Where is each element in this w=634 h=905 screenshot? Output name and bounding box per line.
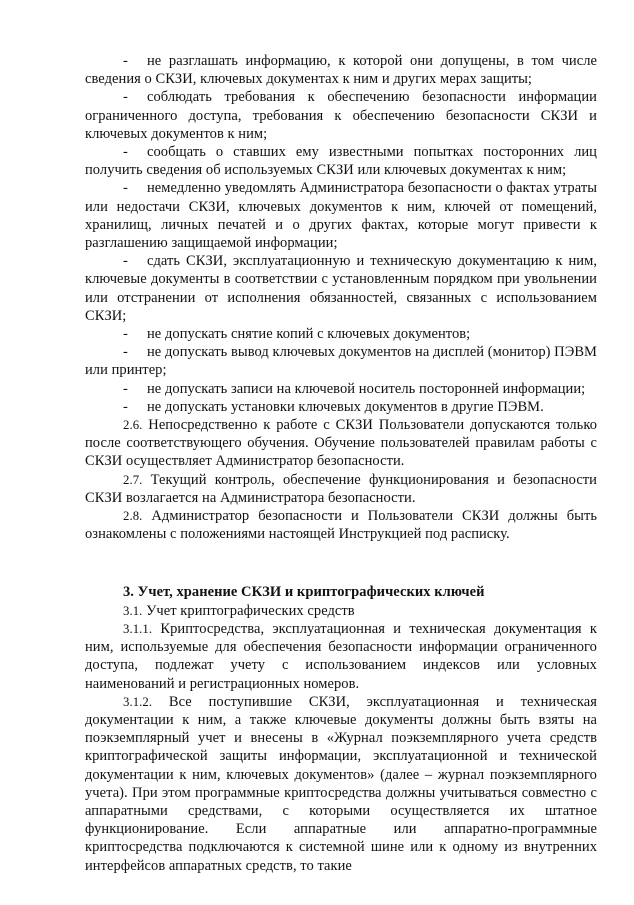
bullet-text: не разглашать информацию, к которой они допущены, в том числе сведения о СКЗИ, ключевых документах к ним и других мерах защиты; xyxy=(85,53,597,88)
bullet-text: соблюдать требования к обеспечению безопасности информации ограниченного доступа, требования к обеспечению безопасности СКЗИ и ключевых документов к ним; xyxy=(85,89,597,142)
bullet-dash: - xyxy=(123,253,128,270)
bullet-dash: - xyxy=(123,144,128,161)
bullet-text: не допускать записи на ключевой носитель посторонней информации; xyxy=(147,380,586,397)
bullet-dash: - xyxy=(123,53,128,69)
paragraph-2-8 xyxy=(85,507,597,543)
section-3-heading: 3. Учет, хранение СКЗИ и криптографических ключей xyxy=(123,584,485,601)
paragraph-2-7 xyxy=(85,471,597,507)
bullet-dash: - xyxy=(123,326,128,343)
bullet-text: сдать СКЗИ, эксплуатационную и техническую документацию к ним, ключевые документы в соответствии с установленным порядком при увольнении или отстранении от исполнения обязанностей, связанных с использованием СКЗИ; xyxy=(85,253,597,324)
bullet-item-8 xyxy=(85,380,597,398)
bullet-dash: - xyxy=(123,398,128,415)
paragraph-text: Текущий контроль, обеспечение функционирования и безопасности СКЗИ возлагается на Администратора безопасности. xyxy=(85,471,597,506)
subsection-title: Учет криптографических средств xyxy=(146,602,355,619)
paragraph-number: 2.7. xyxy=(123,472,143,487)
bullet-dash: - xyxy=(123,180,128,197)
bullet-dash: - xyxy=(123,380,128,397)
bullet-dash: - xyxy=(123,89,128,106)
bullet-item-6 xyxy=(85,325,597,343)
paragraph-text: Все поступившие СКЗИ, эксплуатационная и техническая документации к ним, а также ключевые документы должны быть взяты на поэкземплярный учет и внесены в «Журнал поэкземплярного учета средств криптографической защиты информации, эксплуатационной и технической документации к ним, ключевых документов» (далее – журнал поэкземплярного учета). При этом программные криптосредства должны учитываться совместно с аппаратными средствами, с которыми осуществляется их штатное функционирование. Если аппаратные или аппаратно-программные криптосредства подключаются к системной шине или к одному из внутренних интерфейсов аппаратных средств, то такие xyxy=(85,693,597,874)
bullet-item-5 xyxy=(85,252,597,325)
bullet-dash: - xyxy=(123,344,128,361)
bullet-item-2 xyxy=(85,88,597,143)
bullet-item-9 xyxy=(85,398,597,416)
bullet-text: не допускать снятие копий с ключевых документов; xyxy=(147,326,471,343)
paragraph-number: 3.1. xyxy=(123,603,143,618)
bullet-text: не допускать установки ключевых документов в другие ПЭВМ. xyxy=(147,398,544,415)
bullet-item-7 xyxy=(85,343,597,379)
bullet-item-1 xyxy=(85,52,597,88)
bullet-item-4 xyxy=(85,179,597,252)
paragraph-number: 2.6. xyxy=(123,418,143,433)
paragraph-text: Администратор безопасности и Пользователи СКЗИ должны быть ознакомлены с положениями настоящей Инструкцией под расписку. xyxy=(85,508,597,543)
bullet-item-3 xyxy=(85,143,597,179)
paragraph-3-1-2 xyxy=(85,693,597,875)
bullet-text: сообщать о ставших ему известными попытках посторонних лиц получить сведения об используемых СКЗИ или ключевых документах к ним; xyxy=(85,144,597,179)
paragraph-text: Криптосредства, эксплуатационная и техническая документация к ним, используемые для обеспечения безопасности информации ограниченного доступа, подлежат учету с использованием индексов или условных наименований и регистрационных номеров. xyxy=(85,620,597,692)
subsection-3-1 xyxy=(85,602,597,620)
paragraph-text: Непосредственно к работе с СКЗИ Пользователи допускаются только после соответствующего обучения. Обучение пользователей правилам работы с СКЗИ осуществляет Администратор безопасности. xyxy=(85,417,597,470)
paragraph-3-1-1 xyxy=(85,620,597,693)
paragraph-number: 3.1.1. xyxy=(123,621,153,636)
paragraph-2-6 xyxy=(85,416,597,471)
paragraph-number: 2.8. xyxy=(123,509,143,524)
paragraph-number: 3.1.2. xyxy=(123,694,153,709)
bullet-text: немедленно уведомлять Администратора безопасности о фактах утраты или недостачи СКЗИ, ключевых документов к ним, ключей от помещений, хранилищ, личных печатей и о других фактах, которые могут привести к разглашению защищаемой информации; xyxy=(85,180,597,252)
bullet-text: не допускать вывод ключевых документов на дисплей (монитор) ПЭВМ или принтер; xyxy=(85,344,597,379)
document-body xyxy=(85,52,597,875)
section-spacer xyxy=(85,543,597,583)
